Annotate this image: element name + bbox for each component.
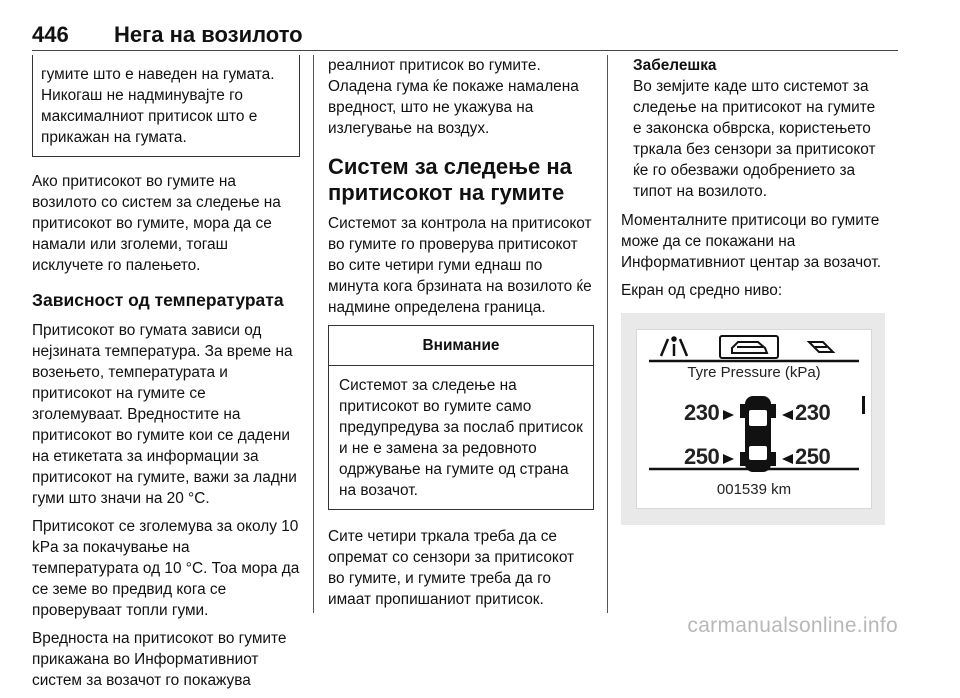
paragraph: Сите четири тркала треба да се опремат со сензори за притисокот во гумите, и гумите треба да го имаат пропишаниот притисок.: [328, 528, 575, 608]
heading-tpms: Систем за следење на притисокот на гумите: [328, 154, 572, 205]
car-top-view-icon: [740, 396, 776, 472]
odometer-reading: 001539 km: [716, 481, 792, 498]
lane-assist-icon: [661, 338, 687, 357]
section-title: Нега на возилото: [114, 22, 303, 47]
column-2: [328, 55, 594, 617]
driver-info-screen: [636, 329, 872, 509]
pressure-front-right: 230: [795, 400, 831, 425]
pressure-rear-right: 250: [795, 444, 831, 469]
caution-title: Внимание: [329, 326, 593, 366]
pressure-rear-left: 250: [684, 444, 720, 469]
tyre-pressure-display-figure: [621, 313, 885, 525]
paragraph: Системот за контрола на притисокот во гумите го проверува притисокот во сите четири гуми еднаш по минута кога брзината на возилото ќе надмине определена граница.: [328, 215, 592, 316]
subheading-temperature: Зависност од температурата: [32, 290, 284, 310]
column-1: [32, 55, 300, 698]
paragraph: реалниот притисок во гумите. Оладена гума ќе покаже намалена вредност, што не укажува на излегување на воздух.: [328, 57, 579, 137]
paragraph: Екран од средно ниво:: [621, 282, 783, 299]
car-icon: [732, 342, 767, 353]
paragraph: Притисокот се зголемува за околу 10 kPa за покачување на температурата од 10 °C. Тоа мора да се земе во предвид кога се проверуваат топли гуми.: [32, 518, 300, 619]
note-text: Во земјите каде што системот за следење на притисокот на гумите е законска обврска, користењето тркала без сензори за притисокот ќе го обезважи одобрението за типот на возилото.: [633, 78, 876, 200]
paragraph: Притисокот во гумата зависи од нејзината температура. За време на возењето, температурата и притисокот на гумите се зголемуваат. Вредностите на притисокот во гумите кои се дадени на етикетата за информации за притисокот на гумите, важи за ладни гуми што значи на 20 °C.: [32, 322, 297, 507]
paragraph: Моменталните притисоци во гумите може да се покажани на Информативниот центар за возачот.: [621, 212, 882, 271]
warning-text: гумите што е наведен на гумата. Никогаш не надминувајте го максималниот притисок што е прикажан на гумата.: [41, 66, 275, 146]
paragraph: Вредноста на притисокот во гумите прикажана во Информативниот систем за возачот го покажува: [32, 630, 287, 689]
column-3: [621, 55, 886, 525]
column-divider-2: [607, 55, 608, 613]
tyre-pressure-label: Tyre Pressure (kPa): [687, 364, 821, 381]
arrow-rear-right-icon: [782, 454, 793, 464]
note-title: Забелешка: [633, 57, 717, 74]
column-divider-1: [313, 55, 314, 613]
paragraph: Ако притисокот во гумите на возилото со систем за следење на притисокот во гумите, мора да се намали или зголеми, тогаш исклучете го палењето.: [32, 173, 281, 274]
page-number: 446: [32, 22, 69, 47]
page-header: [32, 22, 898, 51]
scroll-indicator: [862, 396, 865, 414]
caution-text: Системот за следење на притисокот во гумите само предупредува за послаб притисок и не е замена за редовното одржување на гумите од страна на возачот.: [339, 377, 583, 499]
arrow-front-left-icon: [723, 410, 734, 420]
pressure-front-left: 230: [684, 400, 720, 425]
warning-box-continued: [32, 55, 300, 157]
note-box: [621, 55, 886, 202]
caution-box: [328, 325, 594, 510]
watermark: carmanualsonline.info: [687, 614, 898, 637]
arrow-front-right-icon: [782, 410, 793, 420]
road-icon: [809, 342, 833, 352]
arrow-rear-left-icon: [723, 454, 734, 464]
